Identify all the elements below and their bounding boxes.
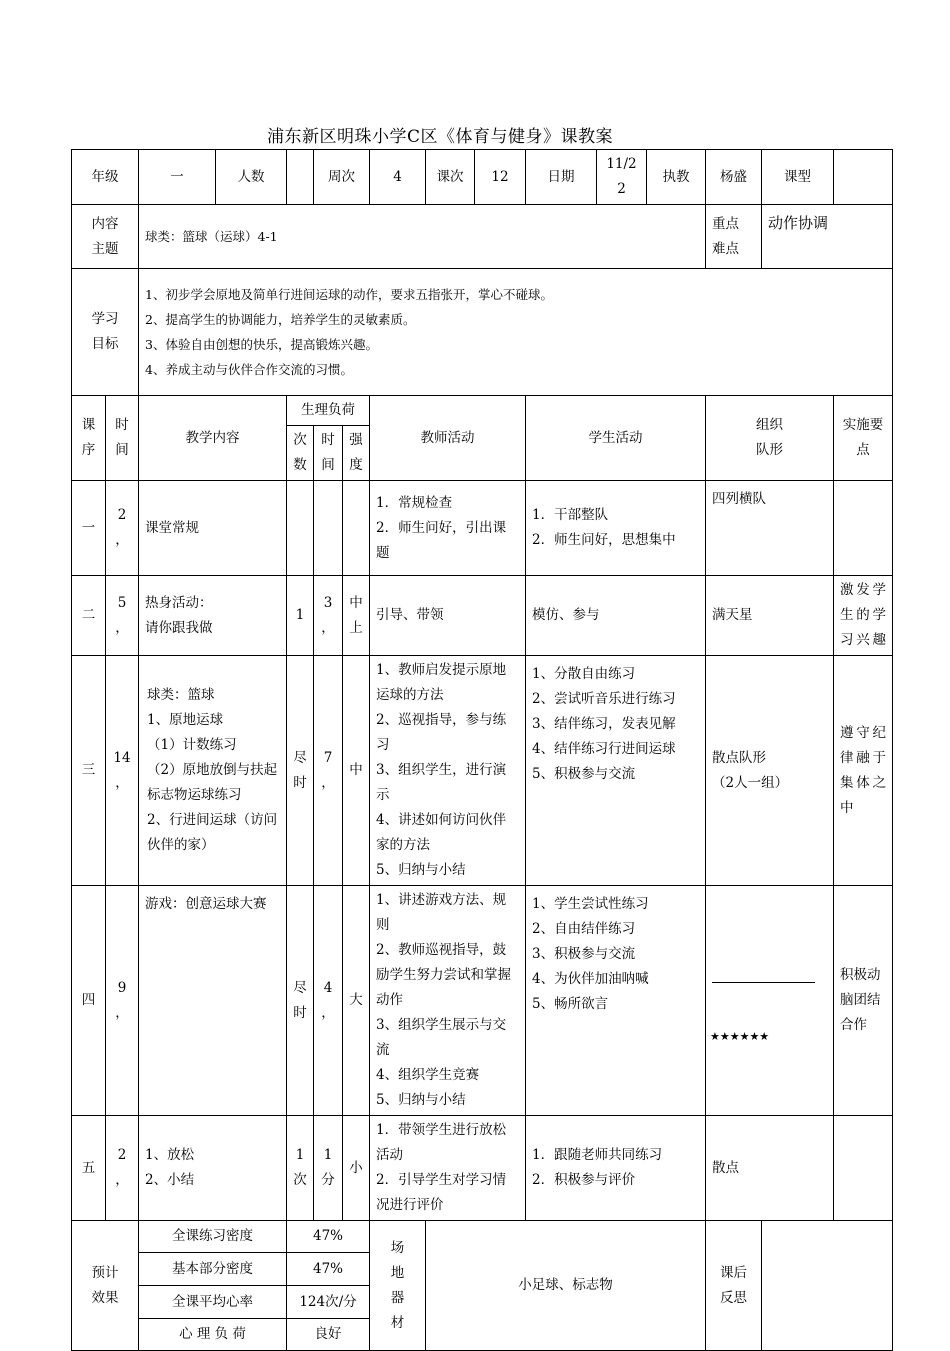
goal-item: 2、提高学生的协调能力，培养学生的灵敏素质。 bbox=[145, 312, 416, 327]
week-value: 4 bbox=[370, 150, 426, 205]
row-student: 模仿、参与 bbox=[526, 576, 706, 656]
row-time: 2 ， bbox=[106, 481, 139, 576]
week-label: 周次 bbox=[314, 150, 370, 205]
col-seq: 课 序 bbox=[72, 396, 106, 481]
grade-label: 年级 bbox=[72, 150, 139, 205]
metric-label: 心 理 负 荷 bbox=[139, 1319, 287, 1351]
col-points: 实施要点 bbox=[834, 396, 893, 481]
row-content: 1、放松 2、小结 bbox=[139, 1116, 287, 1221]
row-count bbox=[287, 481, 314, 576]
row-ltime bbox=[314, 481, 343, 576]
teacher-label: 执教 bbox=[647, 150, 706, 205]
table-row bbox=[72, 481, 893, 576]
row-content: 游戏：创意运球大赛 bbox=[139, 886, 287, 1116]
row-seq: 二 bbox=[72, 576, 106, 656]
grade-value: 一 bbox=[139, 150, 216, 205]
topic-value: 球类：篮球（运球）4-1 bbox=[139, 205, 706, 269]
row-time: 14 ， bbox=[106, 656, 139, 886]
row-content: 课堂常规 bbox=[139, 481, 287, 576]
row-time: 5 ， bbox=[106, 576, 139, 656]
key-value: 动作协调 bbox=[762, 205, 893, 269]
row-intensity bbox=[343, 481, 370, 576]
date-label: 日期 bbox=[526, 150, 597, 205]
row-teacher: 1、教师启发提示原地运球的方法 2、巡视指导，参与练习 3、组织学生，进行演示 4、讲述如何访问伙伴家的方法 5、归纳与小结 bbox=[370, 656, 526, 886]
metric-value: 47% bbox=[287, 1253, 370, 1286]
metric-label: 全课平均心率 bbox=[139, 1286, 287, 1319]
row-content: 球类：篮球 1、原地运球 （1）计数练习 （2）原地放倒与扶起 标志物运球练习 2、行进间运球（访问伙伴的家） bbox=[139, 656, 287, 886]
table-row bbox=[72, 886, 893, 1116]
row-seq: 一 bbox=[72, 481, 106, 576]
row-formation: 散点 bbox=[706, 1116, 834, 1221]
row-teacher: 1．带领学生进行放松活动 2．引导学生对学习情况进行评价 bbox=[370, 1116, 526, 1221]
goal-item: 4、养成主动与伙伴合作交流的习惯。 bbox=[145, 362, 353, 377]
row-formation bbox=[706, 886, 834, 1116]
col-load-time: 时 间 bbox=[314, 426, 343, 481]
column-header-row bbox=[72, 396, 893, 426]
row-intensity: 小 bbox=[343, 1116, 370, 1221]
date-value: 11/22 bbox=[597, 150, 647, 205]
row-seq: 五 bbox=[72, 1116, 106, 1221]
reflection-value bbox=[762, 1221, 893, 1351]
table-row bbox=[72, 656, 893, 886]
header-row bbox=[72, 150, 893, 205]
row-student: 1、学生尝试性练习 2、自由结伴练习 3、积极参与交流 4、为伙伴加油呐喊 5、畅所欲言 bbox=[526, 886, 706, 1116]
equipment-value: 小足球、标志物 bbox=[426, 1221, 706, 1351]
key-label: 重点 难点 bbox=[706, 205, 762, 269]
page-title: 浦东新区明珠小学C区《体育与健身》课教案 bbox=[266, 127, 613, 147]
reflection-label: 课后 反思 bbox=[706, 1221, 762, 1351]
row-ltime: 7 ， bbox=[314, 656, 343, 886]
goal-item: 1、初步学会原地及简单行进间运球的动作，要求五指张开，掌心不碰球。 bbox=[145, 287, 553, 302]
type-label: 课型 bbox=[762, 150, 834, 205]
row-formation: 散点队形 （2人一组） bbox=[706, 656, 834, 886]
col-load-intensity: 强 度 bbox=[343, 426, 370, 481]
row-points bbox=[834, 481, 893, 576]
col-load: 生理负荷 bbox=[287, 396, 370, 426]
row-formation: 满天星 bbox=[706, 576, 834, 656]
row-content: 热身活动： 请你跟我做 bbox=[139, 576, 287, 656]
row-seq: 三 bbox=[72, 656, 106, 886]
teacher-value: 杨盛 bbox=[706, 150, 762, 205]
col-time: 时 间 bbox=[106, 396, 139, 481]
topic-label: 内容 主题 bbox=[72, 205, 139, 269]
row-formation: 四列横队 bbox=[706, 481, 834, 576]
type-value bbox=[834, 150, 893, 205]
row-intensity: 中 bbox=[343, 656, 370, 886]
row-ltime: 1 分 bbox=[314, 1116, 343, 1221]
row-points: 遵守纪律融于集体之中 bbox=[834, 656, 893, 886]
metric-label: 全课练习密度 bbox=[139, 1221, 287, 1253]
lesson-plan-table bbox=[71, 149, 893, 1351]
row-student: 1、分散自由练习 2、尝试听音乐进行练习 3、结伴练习，发表见解 4、结伴练习行进间运球 5、积极参与交流 bbox=[526, 656, 706, 886]
row-ltime: 3 ， bbox=[314, 576, 343, 656]
equipment-label: 场 地 器 材 bbox=[370, 1221, 426, 1351]
row-count: 1 次 bbox=[287, 1116, 314, 1221]
row-teacher: 1．常规检查 2．师生问好，引出课题 bbox=[370, 481, 526, 576]
goals-label: 学习 目标 bbox=[72, 269, 139, 396]
metric-value: 良好 bbox=[287, 1319, 370, 1351]
formation-line bbox=[712, 982, 815, 983]
row-count: 1 bbox=[287, 576, 314, 656]
col-load-count: 次 数 bbox=[287, 426, 314, 481]
row-points bbox=[834, 1116, 893, 1221]
metric-value: 47% bbox=[287, 1221, 370, 1253]
lesson-value: 12 bbox=[475, 150, 526, 205]
col-student: 学生活动 bbox=[526, 396, 706, 481]
row-points: 激发学生的学习兴趣 bbox=[834, 576, 893, 656]
formation-diagram bbox=[710, 946, 829, 1056]
goal-item: 3、体验自由创想的快乐，提高锻炼兴趣。 bbox=[145, 337, 378, 352]
row-time: 9 ， bbox=[106, 886, 139, 1116]
topic-row bbox=[72, 205, 893, 269]
metric-label: 基本部分密度 bbox=[139, 1253, 287, 1286]
metric-value: 124次/分 bbox=[287, 1286, 370, 1319]
count-value bbox=[287, 150, 314, 205]
lesson-label: 课次 bbox=[426, 150, 475, 205]
row-teacher: 1、讲述游戏方法、规则 2、教师巡视指导，鼓励学生努力尝试和掌握动作 3、组织学生展示与交流 4、组织学生竞赛 5、归纳与小结 bbox=[370, 886, 526, 1116]
row-ltime: 4 ， bbox=[314, 886, 343, 1116]
row-count: 尽 时 bbox=[287, 886, 314, 1116]
row-student: 1．干部整队 2．师生问好，思想集中 bbox=[526, 481, 706, 576]
col-formation: 组织 队形 bbox=[706, 396, 834, 481]
row-student: 1．跟随老师共同练习 2．积极参与评价 bbox=[526, 1116, 706, 1221]
row-seq: 四 bbox=[72, 886, 106, 1116]
table-row bbox=[72, 1116, 893, 1221]
effect-label: 预计 效果 bbox=[72, 1221, 139, 1351]
effect-row bbox=[72, 1221, 893, 1253]
row-time: 2 ， bbox=[106, 1116, 139, 1221]
col-content: 教学内容 bbox=[139, 396, 287, 481]
row-intensity: 中 上 bbox=[343, 576, 370, 656]
goals-list bbox=[139, 269, 893, 396]
goals-row bbox=[72, 269, 893, 396]
table-row bbox=[72, 576, 893, 656]
row-count: 尽 时 bbox=[287, 656, 314, 886]
row-points: 积极动脑团结合作 bbox=[834, 886, 893, 1116]
col-teacher: 教师活动 bbox=[370, 396, 526, 481]
row-intensity: 大 bbox=[343, 886, 370, 1116]
row-teacher: 引导、带领 bbox=[370, 576, 526, 656]
count-label: 人数 bbox=[216, 150, 287, 205]
formation-stars: ★★★★★★ bbox=[710, 1029, 770, 1043]
